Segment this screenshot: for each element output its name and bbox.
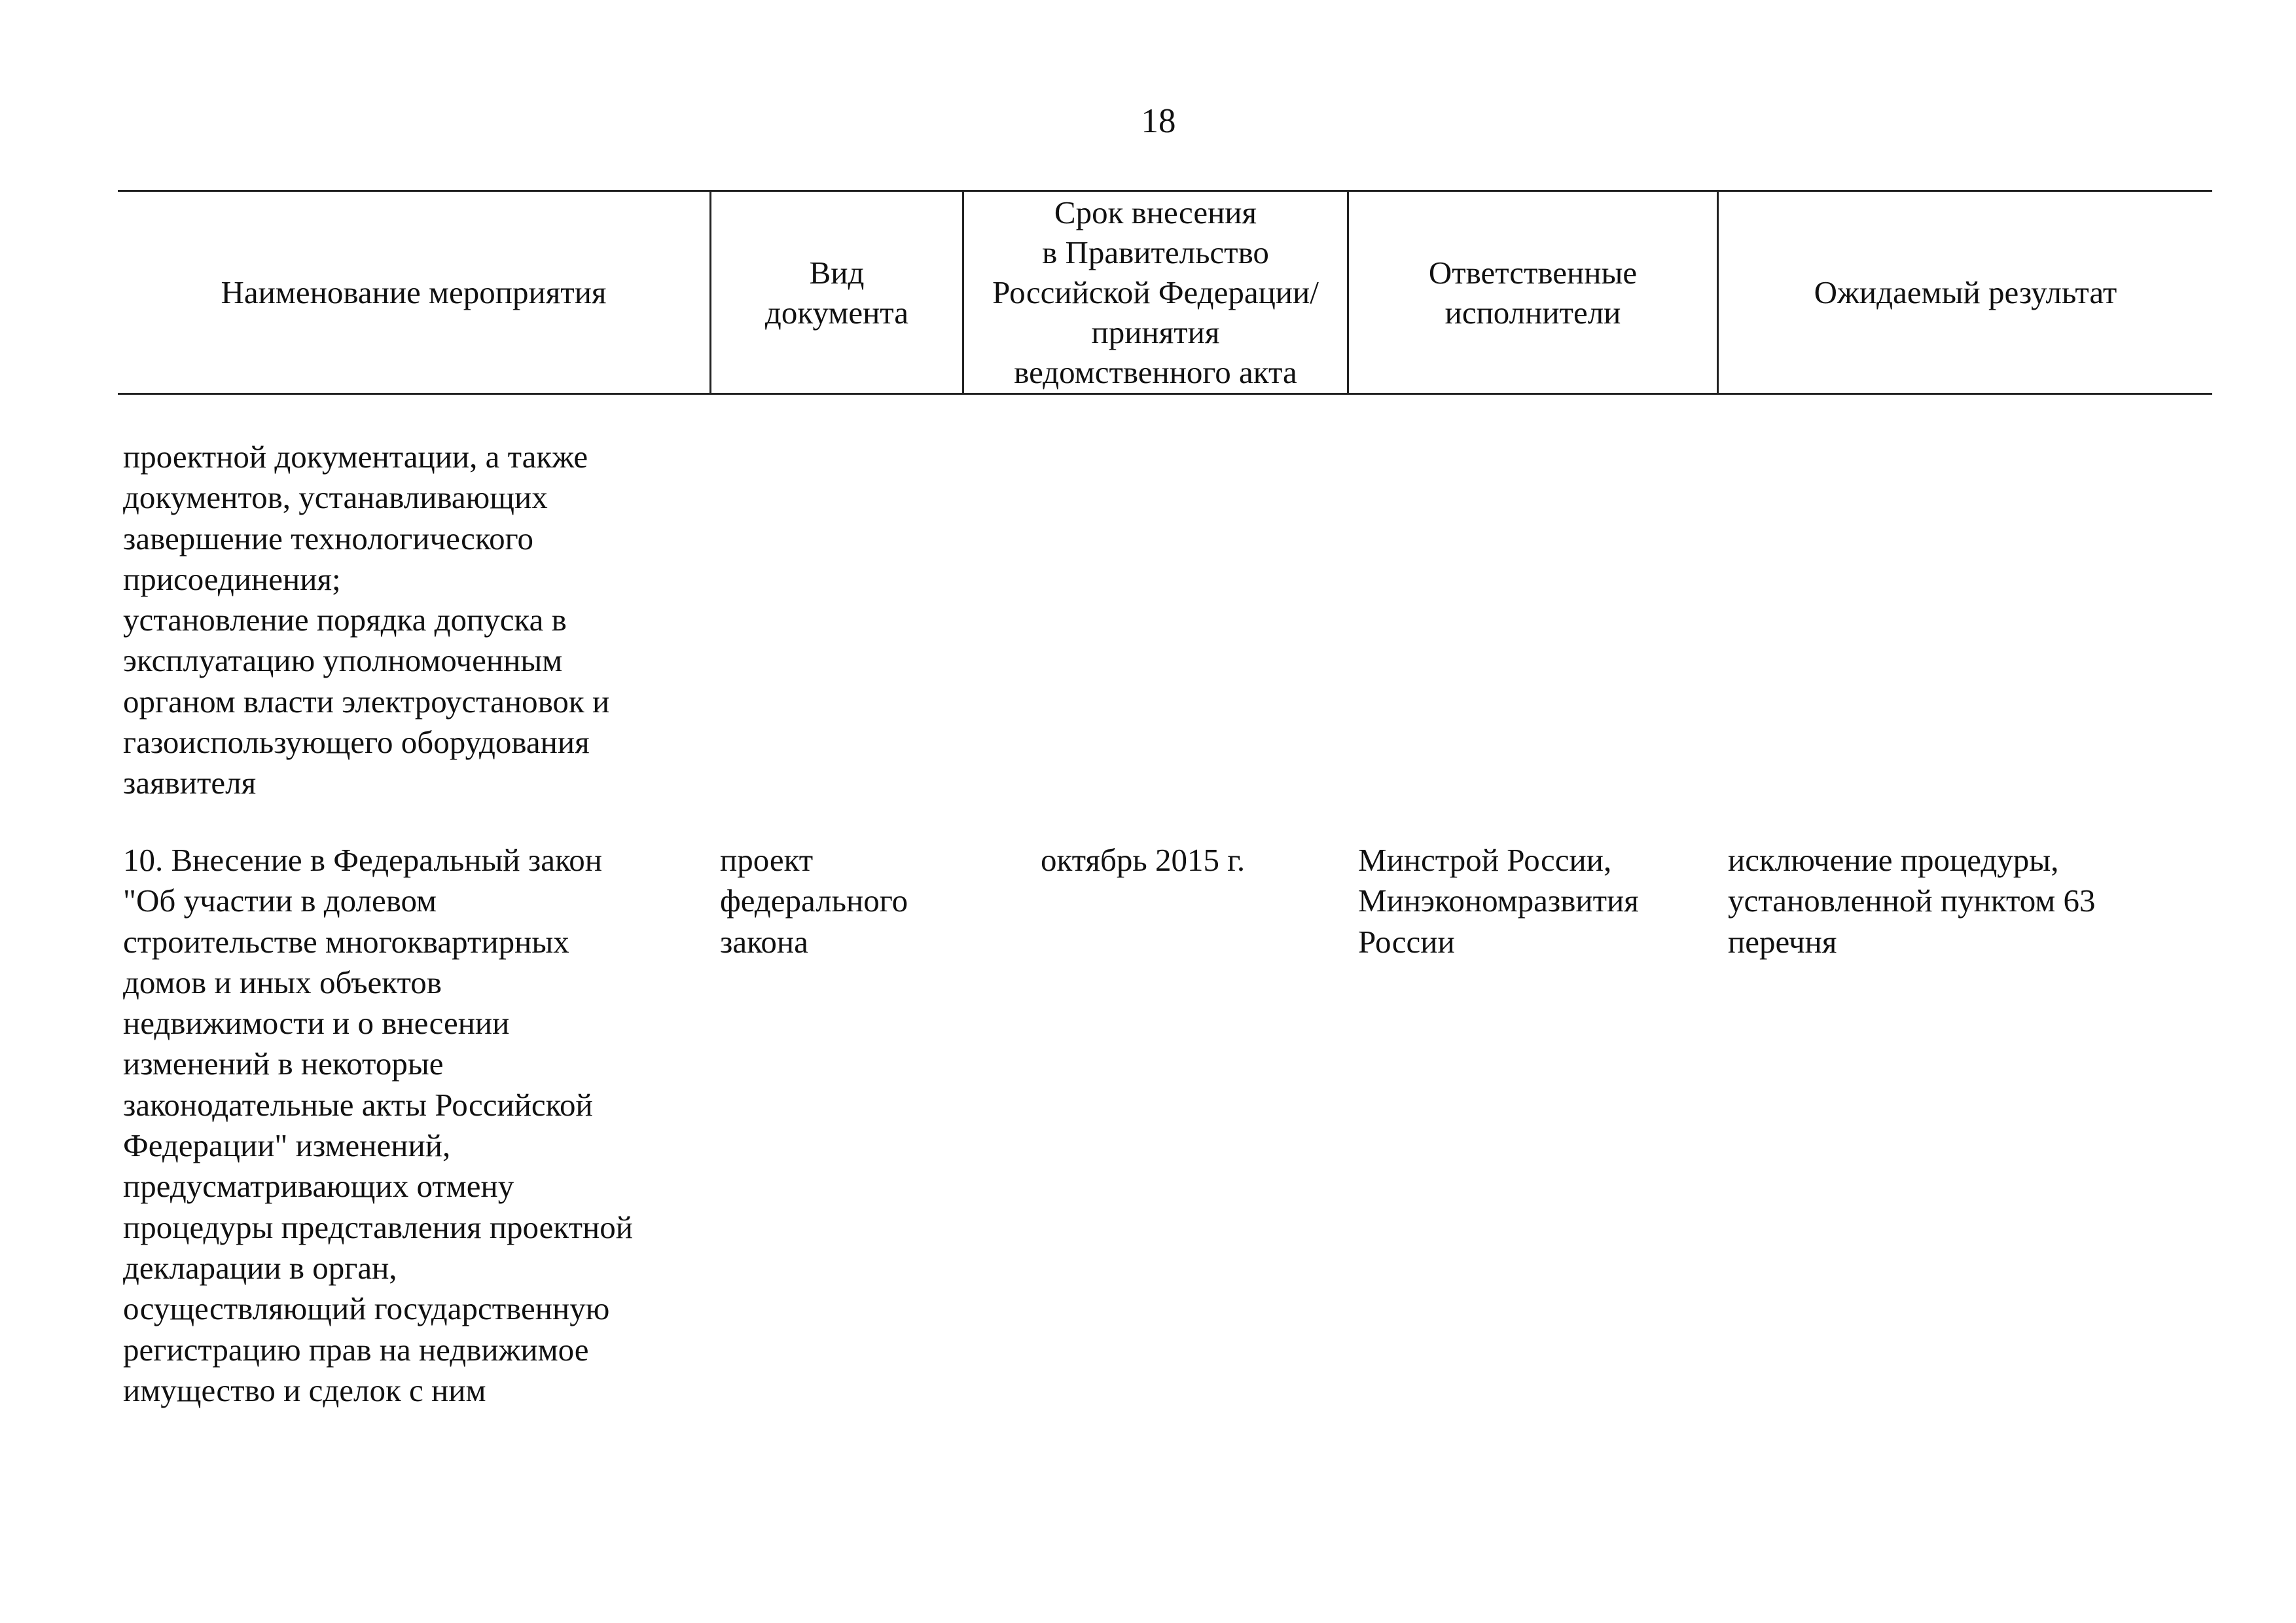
row-name-cell: 10. Внесение в Федеральный закон "Об участии в долевом строительстве многоквартирных домов и иных объектов недвижимости и о внесении изменений в некоторые законодательные акты Российской Федерации" изменений, предусматривающих отмену процедуры представления проектной декларации в орган, осуществляющий государственную регистрацию прав на недвижимое имущество и сделок с ним bbox=[123, 842, 633, 1408]
row-doc-type-cell: проект федерального закона bbox=[720, 842, 908, 960]
row-executors-cell: Минстрой России, Минэкономразвития России bbox=[1358, 842, 1639, 960]
header-cell-result bbox=[1717, 192, 2212, 393]
header-cell-name bbox=[118, 192, 709, 393]
header-executors-label: Ответственные исполнители bbox=[1428, 254, 1638, 331]
header-cell-deadline bbox=[962, 192, 1347, 393]
header-cell-executors bbox=[1347, 192, 1717, 393]
continuation-text: проектной документации, а также документов, устанавливающих завершение технологического присоединения; установление порядка допуска в эксплуатацию уполномоченным органом власти электроустановок и газоиспользующего оборудования заявителя bbox=[123, 439, 610, 801]
page-number: 18 bbox=[1141, 102, 1176, 140]
row-result-cell: исключение процедуры, установленной пунктом 63 перечня bbox=[1728, 842, 2096, 960]
header-name-label: Наименование мероприятия bbox=[221, 274, 607, 310]
header-cell-doc-type bbox=[709, 192, 962, 393]
row-deadline-cell: октябрь 2015 г. bbox=[1041, 842, 1246, 878]
header-result-label: Ожидаемый результат bbox=[1814, 274, 2117, 310]
header-doc-type-label: Вид документа bbox=[764, 254, 909, 331]
header-deadline-label: Срок внесения в Правительство Российской Федерации/ принятия ведомственного акта bbox=[992, 194, 1319, 390]
table-header bbox=[118, 190, 2212, 395]
